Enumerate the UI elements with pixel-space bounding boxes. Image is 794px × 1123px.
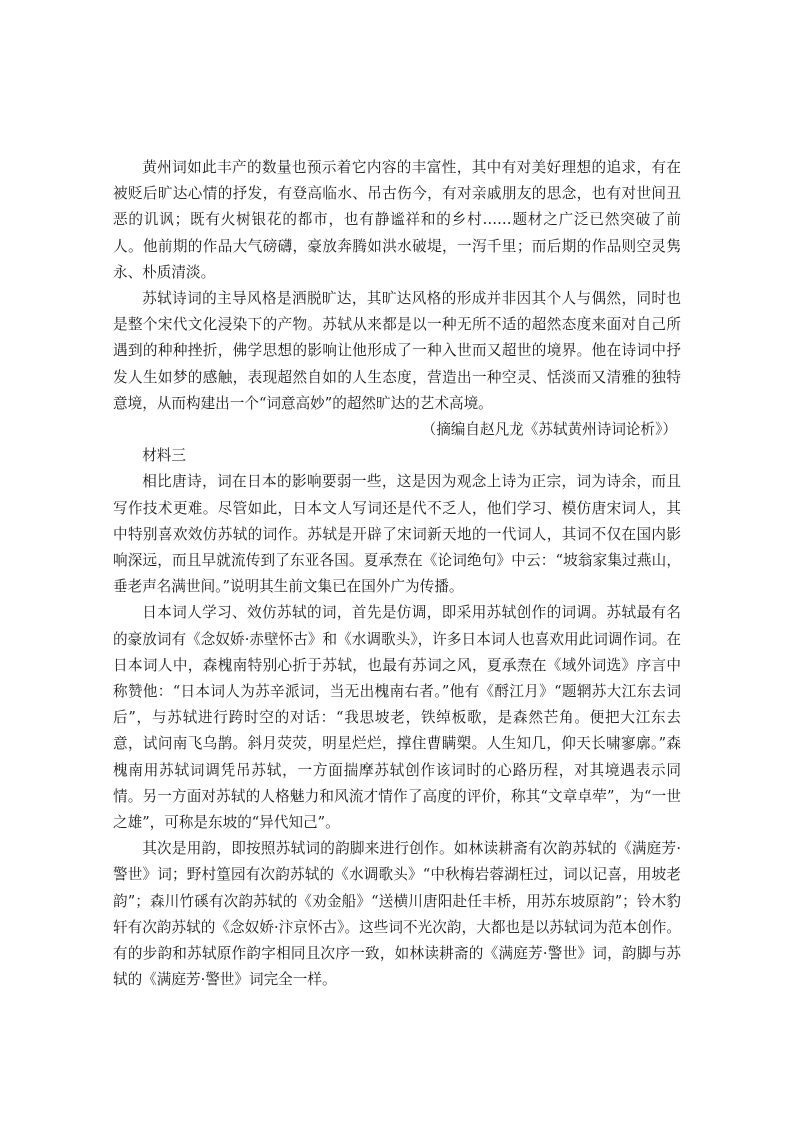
source-citation: （摘编自赵凡龙《苏轼黄州诗词论析》）	[421, 421, 677, 439]
document-page	[113, 155, 681, 994]
paragraph-imitating-tunes: 日本词人学习、效仿苏轼的词，首先是仿调，即采用苏轼创作的词调。苏轼最有名的豪放词有《念奴娇·赤壁怀古》和《水调歌头》，许多日本词人也喜欢用此词调作词。在日本词人中，森槐南特别心折于苏轼，也最有苏词之风，夏承焘在《域外词选》序言中称赞他：“日本词人为苏辛派词，当无出槐南右者。”他有《酹江月》“题辋苏大江东去词后”，与苏轼进行跨时空的对话：“我思坡老，铁绰板歌，是森然芒角。便把大江东去意，试问南飞乌鹊。斜月荧荧，明星烂烂，撑住曹瞒槊。人生知几，仰天长啸寥廓。”森槐南用苏轼词调凭吊苏轼，一方面揣摩苏轼创作该词时的心路历程，对其境遇表示同情。另一方面对苏轼的人格魅力和风流才情作了高度的评价，称其“文章卓荦”，为“一世之雄”，可称是东坡的“异代知己”。	[113, 604, 681, 832]
paragraph-japan-influence: 相比唐诗，词在日本的影响要弱一些，这是因为观念上诗为正宗，词为诗余，而且写作技术更难。尽管如此，日本文人写词还是代不乏人，他们学习、模仿唐宋词人，其中特别喜欢效仿苏轼的词作。苏轼是开辟了宋词新天地的一代词人，其词不仅在国内影响深远，而且早就流传到了东亚各国。夏承焘在《论词绝句》中云：“坡翁家集过燕山，垂老声名满世间。”说明其生前文集已在国外广为传播。	[113, 473, 681, 596]
paragraph-style: 苏轼诗词的主导风格是洒脱旷达，其旷达风格的形成并非因其个人与偶然，同时也是整个宋代文化浸染下的产物。苏轼从来都是以一种无所不适的超然态度来面对自己所遇到的种种挫折，佛学思想的影响让他形成了一种入世而又超世的境界。他在诗词中抒发人生如梦的感触，表现超然自如的人生态度，营造出一种空灵、恬淡而又清雅的独特意境，从而构建出一个“词意高妙”的超然旷达的艺术高境。	[113, 290, 681, 412]
paragraph-rhymes: 其次是用韵，即按照苏轼词的韵脚来进行创作。如林读耕斋有次韵苏轼的《满庭芳·警世》词；野村篁园有次韵苏轼的《水调歌头》“中秋梅岩蓉湖枉过，词以记喜，用坡老韵”；森川竹磎有次韵苏轼的《劝金船》“送横川唐阳赴任丰桥，用苏东坡原韵”；铃木豹轩有次韵苏轼的《念奴娇·汴京怀古》。这些词不光次韵，大都也是以苏轼词为范本创作。有的步韵和苏轼原作韵字相同且次序一致，如林读耕斋的《满庭芳·警世》词，韵脚与苏轼的《满庭芳·警世》词完全一样。	[113, 840, 681, 989]
paragraph-themes: 黄州词如此丰产的数量也预示着它内容的丰富性，其中有对美好理想的追求，有在被贬后旷达心情的抒发，有登高临水、吊古伤今，有对亲戚朋友的思念，也有对世间丑恶的讥讽；既有火树银花的都市，也有静谧祥和的乡村……题材之广泛已然突破了前人。他前期的作品大气磅礴，豪放奔腾如洪水破堤，一泻千里；而后期的作品则空灵隽永、朴质清淡。	[113, 159, 681, 281]
section-heading: 材料三	[142, 447, 186, 465]
